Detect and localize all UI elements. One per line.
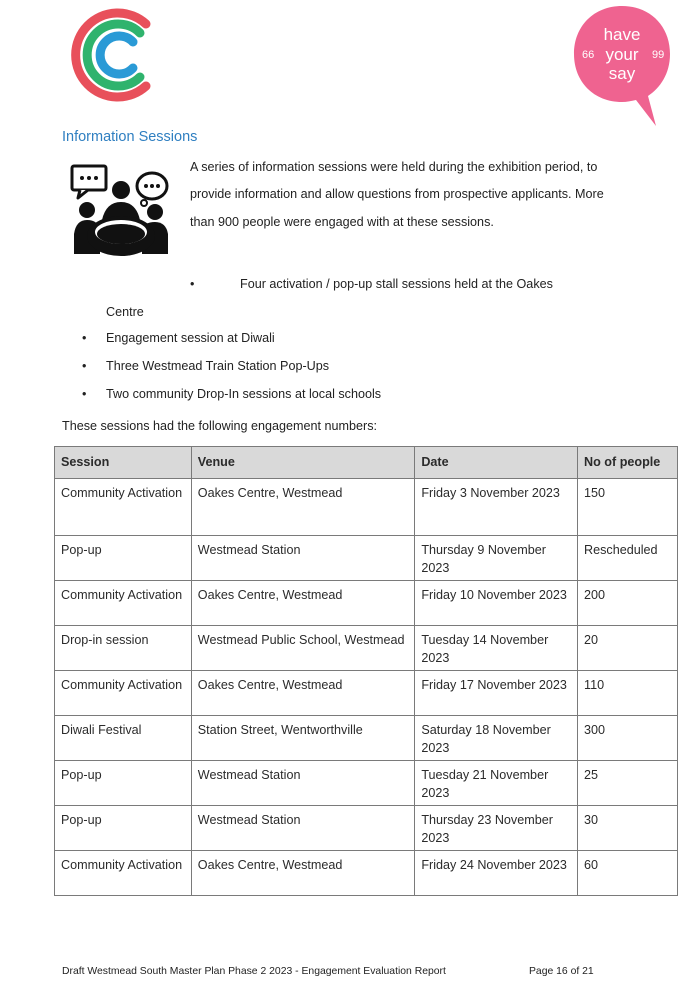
header-session: Session [55,447,192,479]
list-item: • Three Westmead Train Station Pop-Ups [82,355,381,383]
table-row [55,626,678,671]
list-item: • Two community Drop-In sessions at local schools [82,383,381,411]
table-row [55,716,678,761]
header-people: No of people [578,447,678,479]
table-row [55,671,678,716]
cell-venue: Westmead Station [191,536,415,581]
cell-venue: Oakes Centre, Westmead [191,479,415,536]
cell-venue: Westmead Station [191,761,415,806]
hys-quote-left: 66 [582,49,595,61]
people-meeting-icon [66,164,176,262]
cell-date: Thursday 9 November 2023 [415,536,578,581]
hys-line3: say [608,64,636,83]
cell-session: Community Activation [55,671,192,716]
cell-date: Thursday 23 November 2023 [415,806,578,851]
cell-venue: Westmead Station [191,806,415,851]
cell-date: Saturday 18 November 2023 [415,716,578,761]
cell-session: Pop-up [55,536,192,581]
sessions-table [54,446,678,896]
table-intro: These sessions had the following engagement numbers: [62,419,378,433]
bullet-list [82,327,381,411]
table-row [55,851,678,896]
cell-people: 20 [578,626,678,671]
header-venue: Venue [191,447,415,479]
cell-date: Tuesday 21 November 2023 [415,761,578,806]
cell-venue: Oakes Centre, Westmead [191,671,415,716]
cell-date: Tuesday 14 November 2023 [415,626,578,671]
hys-line2: your [605,45,639,64]
table-row [55,479,678,536]
hys-line1: have [603,25,641,44]
cell-date: Friday 24 November 2023 [415,851,578,896]
cell-venue: Station Street, Wentworthville [191,716,415,761]
cell-venue: Oakes Centre, Westmead [191,851,415,896]
cell-people: 25 [578,761,678,806]
intro-paragraph: A series of information sessions were held during the exhibition period, to provide information and allow questions from prospective applicants. More than 900 people were engaged with at these sessions. [190,160,604,229]
table-row [55,536,678,581]
cell-people: 150 [578,479,678,536]
list-item-continuation: Centre [106,305,144,319]
cell-session: Community Activation [55,479,192,536]
table-row [55,581,678,626]
cell-venue: Westmead Public School, Westmead [191,626,415,671]
table-header-row [55,447,678,479]
cell-venue: Oakes Centre, Westmead [191,581,415,626]
list-item-text: Four activation / pop-up stall sessions held at the Oakes [240,277,553,291]
section-heading: Information Sessions [62,129,198,145]
table-row [55,806,678,851]
table-row [55,761,678,806]
cell-session: Diwali Festival [55,716,192,761]
cell-people: 200 [578,581,678,626]
cell-session: Pop-up [55,761,192,806]
cell-date: Friday 3 November 2023 [415,479,578,536]
header-date: Date [415,447,578,479]
list-item: • Engagement session at Diwali [82,327,381,355]
cell-date: Friday 10 November 2023 [415,581,578,626]
hys-quote-right: 99 [652,49,665,61]
footer-title: Draft Westmead South Master Plan Phase 2 2023 - Engagement Evaluation Report [62,966,446,977]
bullet-marker: • [190,277,195,291]
cell-people: Rescheduled [578,536,678,581]
cell-session: Community Activation [55,851,192,896]
cell-date: Friday 17 November 2023 [415,671,578,716]
page-number: Page 16 of 21 [529,966,594,977]
cell-session: Drop-in session [55,626,192,671]
cell-people: 300 [578,716,678,761]
cell-session: Community Activation [55,581,192,626]
cell-session: Pop-up [55,806,192,851]
have-your-say-logo [570,4,674,128]
cell-people: 110 [578,671,678,716]
cell-people: 60 [578,851,678,896]
cell-people: 30 [578,806,678,851]
council-logo [66,6,160,104]
